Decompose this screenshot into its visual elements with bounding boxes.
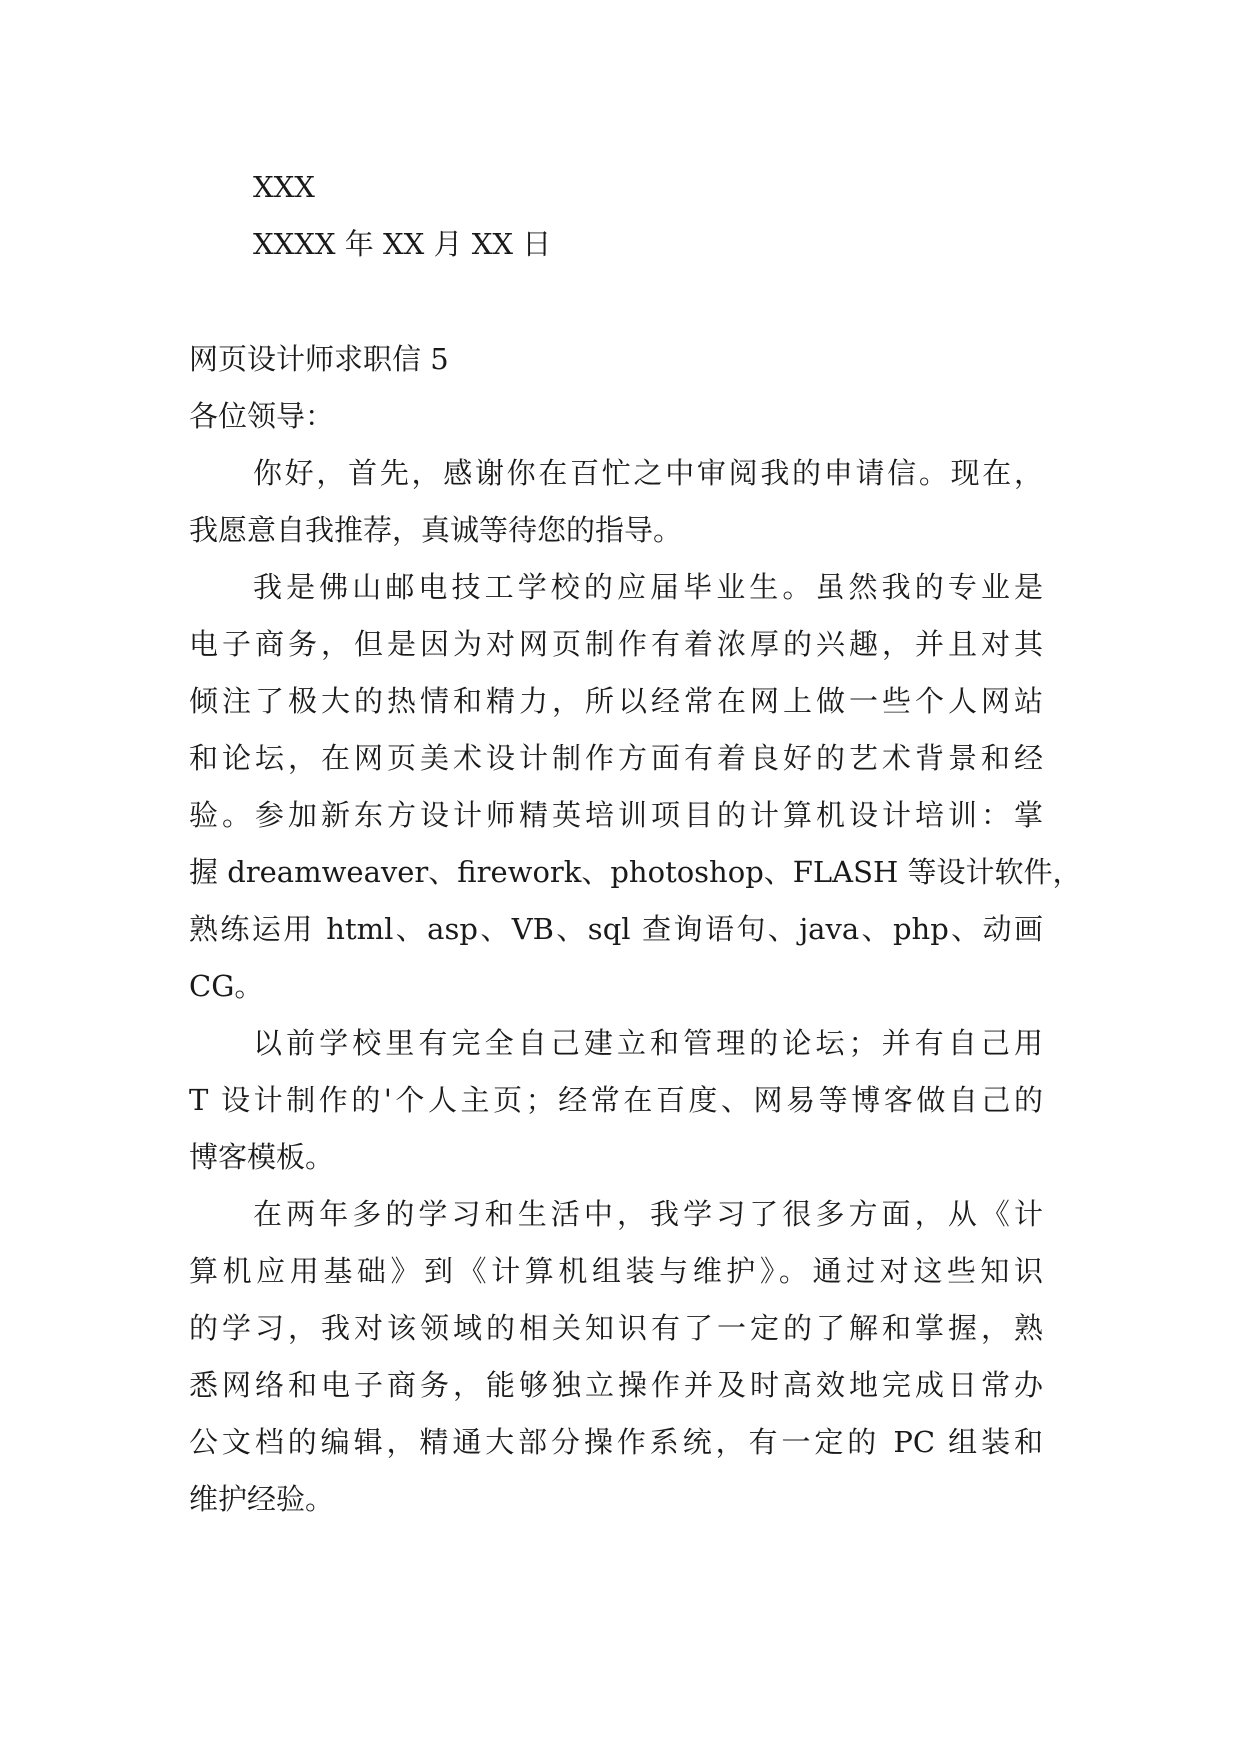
body-line: T 设计制作的'个人主页；经常在百度、网易等博客做自己的 xyxy=(189,1083,1043,1117)
body-line: 在两年多的学习和生活中，我学习了很多方面，从《计 xyxy=(253,1197,1043,1231)
body-line: 我愿意自我推荐，真诚等待您的指导。 xyxy=(189,513,683,547)
body-line: 握 dreamweaver、firework、photoshop、FLASH 等设计软件， xyxy=(189,855,1082,889)
body-line: 验。参加新东方设计师精英培训项目的计算机设计培训：掌 xyxy=(189,798,1043,832)
letter-salutation: 各位领导： xyxy=(189,399,335,433)
body-line: 和论坛，在网页美术设计制作方面有着良好的艺术背景和经 xyxy=(189,741,1043,775)
body-line: 你好，首先，感谢你在百忙之中审阅我的申请信。现在， xyxy=(253,456,1043,490)
body-line: 的学习，我对该领域的相关知识有了一定的了解和掌握，熟 xyxy=(189,1311,1043,1345)
body-line: 倾注了极大的热情和精力，所以经常在网上做一些个人网站 xyxy=(189,684,1043,718)
body-line: 熟练运用 html、asp、VB、sql 查询语句、java、php、动画 xyxy=(189,912,1043,946)
body-line: 算机应用基础》到《计算机组装与维护》。通过对这些知识 xyxy=(189,1254,1043,1288)
body-line: 维护经验。 xyxy=(189,1482,335,1516)
letter-title: 网页设计师求职信 5 xyxy=(189,342,449,376)
body-line: 电子商务，但是因为对网页制作有着浓厚的兴趣，并且对其 xyxy=(189,627,1043,661)
body-line: 博客模板。 xyxy=(189,1140,335,1174)
signature-name: XXX xyxy=(253,170,315,204)
body-line: 悉网络和电子商务，能够独立操作并及时高效地完成日常办 xyxy=(189,1368,1043,1402)
body-line: CG。 xyxy=(189,969,264,1003)
signature-date: XXXX 年 XX 月 XX 日 xyxy=(253,227,552,261)
body-line: 以前学校里有完全自己建立和管理的论坛；并有自己用 xyxy=(253,1026,1043,1060)
body-line: 公文档的编辑，精通大部分操作系统，有一定的 PC 组装和 xyxy=(189,1425,1043,1459)
body-line: 我是佛山邮电技工学校的应届毕业生。虽然我的专业是 xyxy=(253,570,1043,604)
